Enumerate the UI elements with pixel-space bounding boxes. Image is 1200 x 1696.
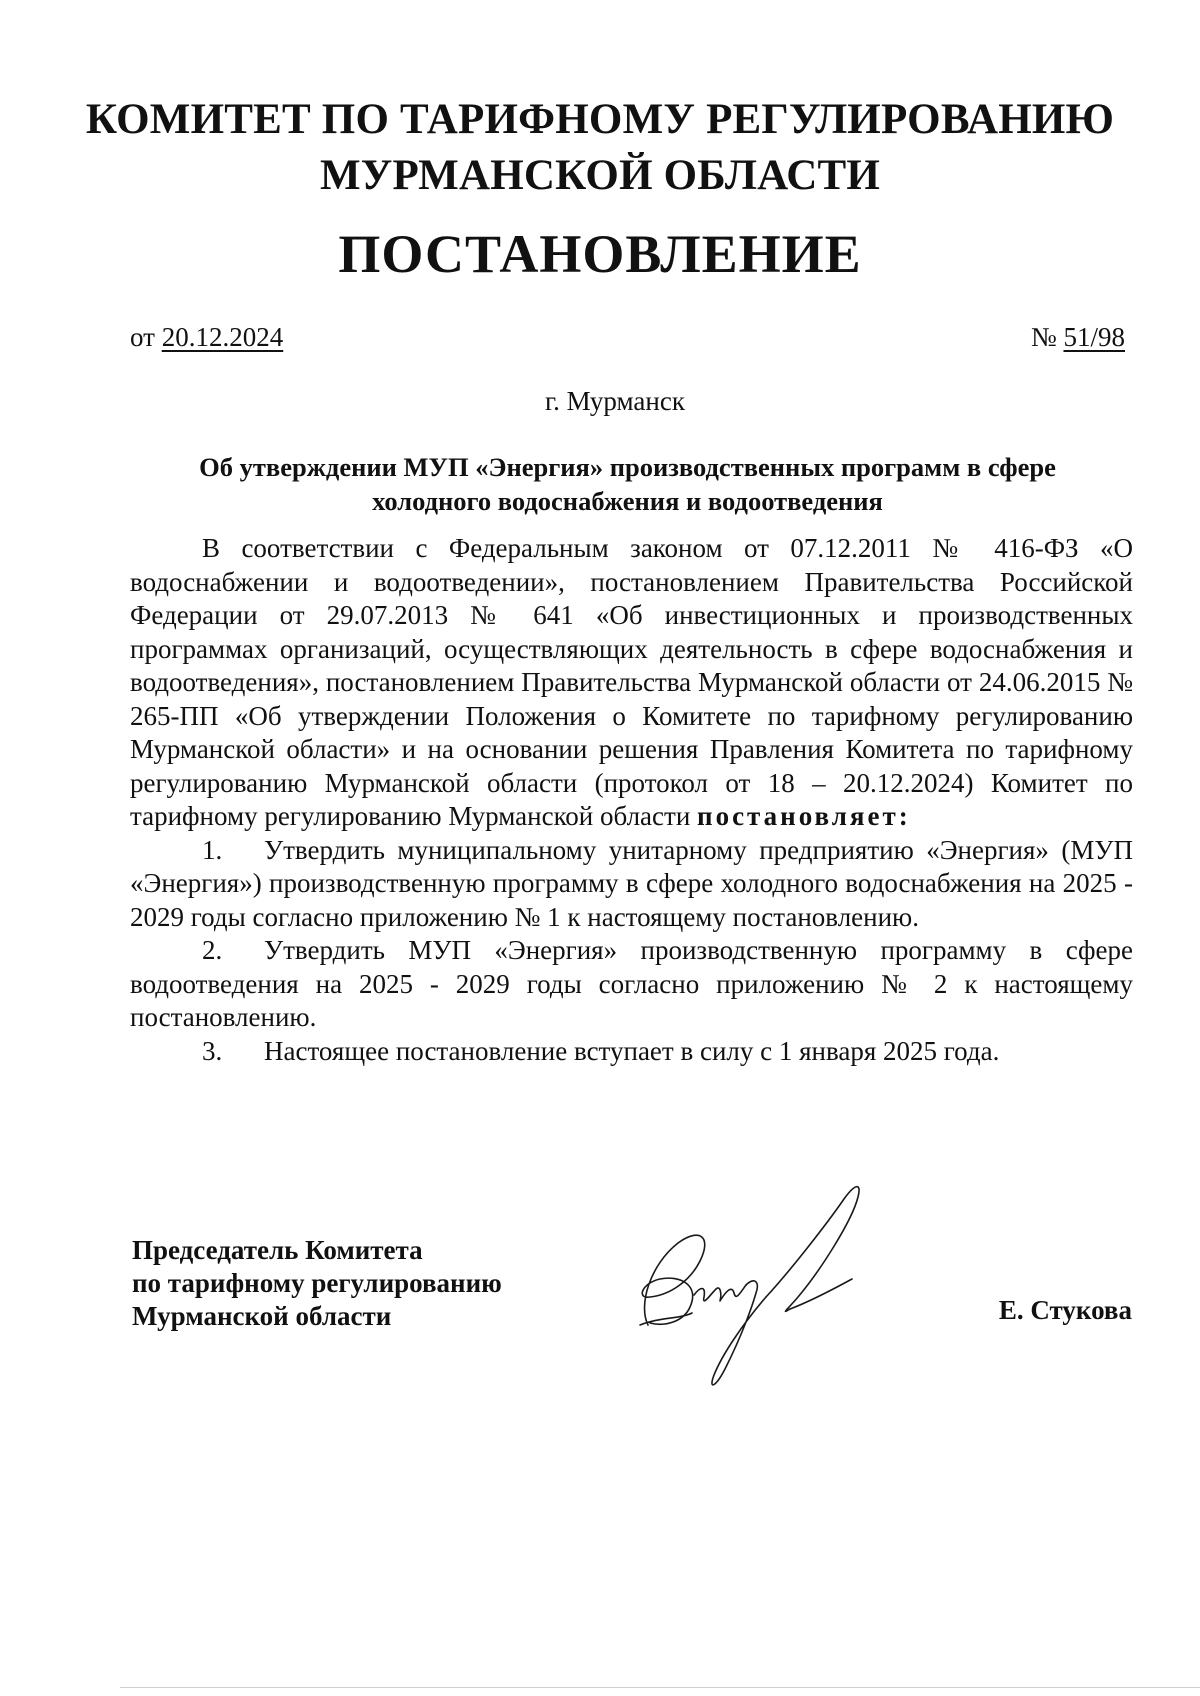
organization-title-line2: МУРМАНСКОЙ ОБЛАСТИ <box>319 152 881 199</box>
decision-word: постановляет: <box>697 801 911 831</box>
position-line3: Мурманской области <box>132 1301 392 1331</box>
city-line: г. Мурманск <box>545 386 685 416</box>
document-number <box>1031 320 1125 354</box>
document-type-title: ПОСТАНОВЛЕНИЕ <box>338 224 862 284</box>
document-body <box>130 532 1133 1068</box>
item-number: 3. <box>202 1035 223 1066</box>
document-date <box>130 320 283 354</box>
position-line2: по тарифному регулированию <box>132 1268 502 1298</box>
date-prefix: от <box>130 322 162 352</box>
document-subject <box>130 450 1125 518</box>
number-value: 51/98 <box>1063 322 1125 352</box>
list-item <box>130 934 1133 1035</box>
organization-title-line1: КОМИТЕТ ПО ТАРИФНОМУ РЕГУЛИРОВАНИЮ <box>85 96 1115 143</box>
signer-name: Е. Стукова <box>998 1295 1132 1325</box>
list-item <box>130 834 1133 935</box>
subject-line1: Об утверждении МУП «Энергия» производственных программ в сфере <box>199 452 1056 482</box>
item-number: 2. <box>202 935 223 965</box>
subject-line2: холодного водоснабжения и водоотведения <box>372 486 883 516</box>
preamble-text: В соответствии с Федеральным законом от 07.12.2011 № 416-ФЗ «О водоснабжении и водоотведении», постановлением Правительства Российской Федерации от 29.07.2013 № 641 «Об инвестиционных и производственных программах организаций, осуществляющих деятельность в сфере водоснабжения и водоотведения», постановлением Правительства Мурманской области от 24.06.2015 № 265-ПП «Об утверждении Положения о Комитете по тарифному регулированию Мурманской области» и на основании решения Правления Комитета по тарифному регулированию Мурманской области (протокол от 18 – 20.12.2024) Комитет по тарифному регулированию Мурманской области <box>130 533 1133 831</box>
item-number: 1. <box>202 834 223 865</box>
item-text: Утвердить МУП «Энергия» производственную программу в сфере водоотведения на 2025 - 2029 годы согласно приложению № 2 к настоящему постановлению. <box>130 935 1133 1032</box>
signatory-position <box>132 1234 502 1333</box>
page-edge-divider <box>120 1687 1200 1688</box>
list-item <box>130 1035 1133 1069</box>
number-prefix: № <box>1030 322 1064 352</box>
position-line1: Председатель Комитета <box>132 1235 423 1265</box>
item-text: Настоящее постановление вступает в силу с 1 января 2025 года. <box>264 1035 1000 1066</box>
preamble-paragraph <box>130 532 1133 834</box>
date-value: 20.12.2024 <box>161 322 284 352</box>
item-text: Утвердить муниципальному унитарному предприятию «Энергия» (МУП «Энергия») производственную программу в сфере холодного водоснабжения на 2025 - 2029 годы согласно приложению № 1 к настоящему постановлению. <box>130 834 1133 932</box>
handwritten-signature <box>630 1175 910 1405</box>
organization-title <box>0 92 1200 204</box>
